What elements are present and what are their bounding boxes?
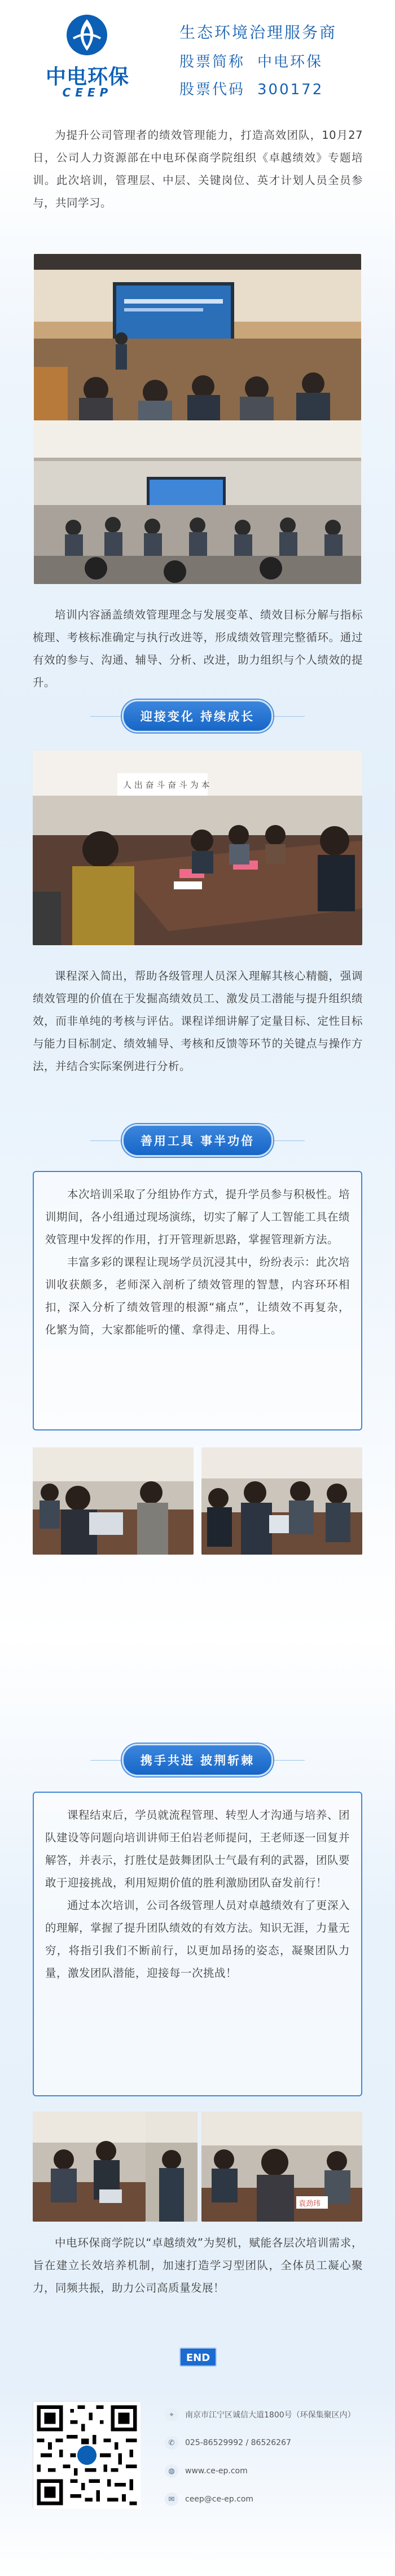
section-title-1: 迎接变化 持续成长 xyxy=(122,700,273,732)
email-icon: ✉ xyxy=(165,2492,178,2506)
closing-paragraph xyxy=(33,2232,363,2299)
logo-mark-icon xyxy=(65,14,108,56)
section-2-paragraph-2: 丰富多彩的课程让现场学员沉浸其中，纷纷表示：此次培训收获颇多，老师深入剖析了绩效管理的智慧，内容环环相扣，深入分析了绩效管理的根源“痛点”，让绩效不再复杂，化繁为简，大家都能听的懂、拿得走、用得上。 xyxy=(45,1256,350,1336)
intro-text: 为提升公司管理者的绩效管理能力，打造高效团队，10月27日，公司人力资源部在中电环保商学院组织《卓越绩效》专题培训。此次培训，管理层、中层、关键岗位、英才计划人员全员参与，共同学习。 xyxy=(33,129,363,209)
qr-code xyxy=(33,2401,140,2508)
stock-name-row xyxy=(179,50,337,71)
section-2-paragraph-1: 本次培训采取了分组协作方式，提升学员参与积极性。培训期间，各小组通过现场演练，切实了解了人工智能工具在绩效管理中发挥的作用，打开管理新思路，掌握管理新方法。 xyxy=(45,1188,350,1246)
content-text-2: 培训内容涵盖绩效管理理念与发展变革、绩效目标分解与指标梳理、考核标准确定与执行改进等，形成绩效管理完整循环。通过有效的参与、沟通、辅导、分析、改进，助力组织与个人绩效的提升。 xyxy=(33,608,363,689)
photo8-name-card-text: 袁劲玮 xyxy=(299,2200,321,2208)
stock-name-label: 股票简称 xyxy=(179,54,245,71)
content-text-3: 课程深入简出，帮助各级管理人员深入理解其核心精髓，强调绩效管理的价值在于发掘高绩效员工、激发员工潜能与提升组织绩效，而非单纯的考核与评估。课程详细讲解了定量目标、定性目标与能力目标制定、绩效辅导、考核和反馈等环节的关键点与操作方法，并结合实际案例进行分析。 xyxy=(33,969,363,1073)
logo-english-text: CEEP xyxy=(62,86,113,99)
contact-address: 南京市江宁区诚信大道1800号（环保集聚区内） xyxy=(185,2411,356,2420)
content-paragraph-2 xyxy=(33,604,363,694)
stock-code-label: 股票代码 xyxy=(179,81,245,98)
closing-text: 中电环保商学院以“卓越绩效”为契机，赋能各层次培训需求，旨在建立长效培养机制，加速打造学习型团队，全体员工凝心聚力，同频共振，助力公司高质量发展！ xyxy=(33,2236,363,2294)
training-photo-1 xyxy=(34,254,361,420)
section-title-2: 善用工具 事半功倍 xyxy=(122,1124,273,1157)
training-photo-5 xyxy=(201,1447,362,1555)
training-photo-4 xyxy=(33,1447,194,1555)
section-3-paragraph-2: 通过本次培训，公司各级管理人员对卓越绩效有了更深入的理解，掌握了提升团队绩效的有效方法。知识无涯，力量无穷，将指引我们不断前行，以更加昂扬的姿态，凝聚团队力量，激发团队潜能，迎接每一次挑战！ xyxy=(45,1899,350,1980)
training-photo-7 xyxy=(146,2112,198,2222)
contact-website-row[interactable] xyxy=(165,2457,356,2485)
training-photo-6 xyxy=(33,2112,146,2222)
section-heading-3 xyxy=(0,1744,395,1776)
contact-website[interactable]: www.ce-ep.com xyxy=(185,2467,248,2476)
company-logo xyxy=(34,14,141,98)
contact-phone: 025-86529992 / 86526267 xyxy=(185,2438,291,2447)
logo-chinese-text: 中电环保 xyxy=(45,65,129,89)
company-info xyxy=(179,20,337,106)
section-title-3: 携手共进 披荆斩棘 xyxy=(122,1744,273,1776)
section-2-text xyxy=(45,1183,350,1341)
section-3-text xyxy=(45,1804,350,1985)
content-paragraph-3 xyxy=(33,965,363,1078)
article-header xyxy=(0,0,395,107)
end-badge: END xyxy=(179,2347,217,2367)
contact-phone-row xyxy=(165,2429,356,2457)
training-photo-3 xyxy=(33,751,362,945)
section-3-paragraph-1: 课程结束后，学员就流程管理、转型人才沟通与培养、团队建设等问题向培训讲师王伯岩老师提问，王老师逐一回复并解答，并表示，打胜仗是鼓舞团队士气最有利的武器，团队要敢于迎接挑战，利用短期价值的胜利激励团队奋发前行！ xyxy=(45,1809,350,1889)
training-photo-2 xyxy=(34,420,361,584)
company-tagline: 生态环境治理服务商 xyxy=(179,23,337,42)
contact-email-row[interactable] xyxy=(165,2485,356,2513)
contact-info xyxy=(165,2401,356,2513)
contact-email[interactable]: ceep@ce-ep.com xyxy=(185,2495,254,2504)
section-heading-2 xyxy=(0,1124,395,1157)
globe-icon: ◍ xyxy=(165,2464,178,2478)
intro-paragraph xyxy=(33,124,363,214)
stock-code-row xyxy=(179,78,337,99)
training-photo-8 xyxy=(201,2112,362,2222)
phone-icon: ✆ xyxy=(165,2436,178,2450)
location-icon: ⌖ xyxy=(165,2408,178,2421)
section-heading-1 xyxy=(0,700,395,732)
contact-address-row xyxy=(165,2401,356,2429)
stock-code-value: 300172 xyxy=(257,81,324,98)
stock-name-value: 中电环保 xyxy=(257,54,323,71)
photo3-banner-text: 人 出 奋 斗 奋 斗 为 本 xyxy=(123,780,210,790)
